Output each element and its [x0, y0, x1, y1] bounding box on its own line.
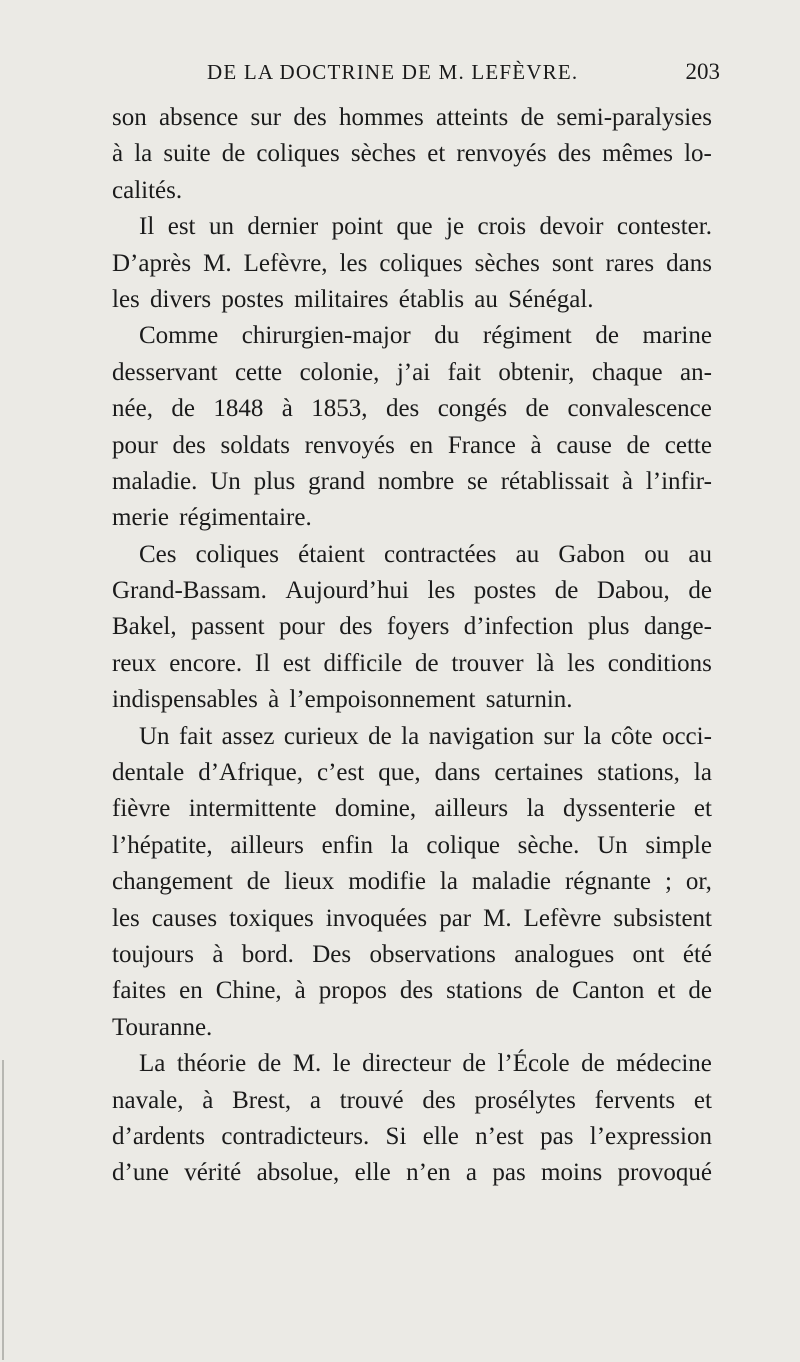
- text-line: toujours à bord. Des observations analogues ont été: [112, 940, 712, 968]
- text-line: changement de lieux modifie la maladie régnante ; or,: [112, 868, 712, 896]
- text-line: les causes toxiques invoquées par M. Lefèvre subsistent: [112, 904, 712, 932]
- text-line: reux encore. Il est difficile de trouver là les conditions: [112, 649, 712, 677]
- text-line: Il est un dernier point que je crois devoir contester.: [139, 213, 712, 241]
- text-line: les divers postes militaires établis au Sénégal.: [112, 285, 594, 313]
- text-line: Touranne.: [112, 1013, 213, 1041]
- text-line: l’hépatite, ailleurs enfin la colique sèche. Un simple: [112, 831, 712, 859]
- text-line: Bakel, passent pour des foyers d’infection plus dange-: [112, 613, 712, 641]
- text-line: son absence sur des hommes atteints de semi-paralysies: [112, 104, 712, 131]
- binding-edge: [2, 1060, 4, 1360]
- text-line: navale, à Brest, a trouvé des prosélytes fervents et: [112, 1086, 712, 1114]
- text-line: D’après M. Lefèvre, les coliques sèches sont rares dans: [112, 249, 712, 277]
- text-line: dentale d’Afrique, c’est que, dans certaines stations, la: [112, 759, 712, 787]
- page-number: 203: [685, 59, 720, 84]
- text-line: calités.: [112, 176, 183, 204]
- text-line: desservant cette colonie, j’ai fait obtenir, chaque an-: [112, 358, 712, 386]
- text-line: d’une vérité absolue, elle n’en a pas moins provoqué: [112, 1159, 712, 1187]
- text-line: Ces coliques étaient contractées au Gabon ou au: [139, 540, 712, 568]
- text-line: merie régimentaire.: [112, 504, 312, 532]
- running-head: [112, 56, 720, 88]
- text-line: fièvre intermittente domine, ailleurs la dyssenterie et: [112, 795, 712, 823]
- text-line: Comme chirurgien-major du régiment de marine: [139, 322, 712, 350]
- text-line: faites en Chine, à propos des stations de Canton et de: [112, 977, 712, 1005]
- text-line: à la suite de coliques sèches et renvoyés des mêmes lo-: [112, 140, 712, 168]
- text-line: maladie. Un plus grand nombre se rétablissait à l’infir-: [112, 467, 712, 495]
- text-line: née, de 1848 à 1853, des congés de convalescence: [112, 395, 712, 423]
- text-line: La théorie de M. le directeur de l’École de médecine: [139, 1050, 712, 1078]
- text-line: d’ardents contradicteurs. Si elle n’est pas l’expression: [112, 1122, 712, 1150]
- text-line: Un fait assez curieux de la navigation sur la côte occi-: [139, 722, 712, 750]
- body-text: [112, 100, 712, 1192]
- text-line: pour des soldats renvoyés en France à cause de cette: [112, 431, 712, 459]
- text-line: indispensables à l’empoisonnement saturnin.: [112, 686, 573, 714]
- running-title: DE LA DOCTRINE DE M. LEFÈVRE.: [207, 60, 579, 84]
- text-line: Grand-Bassam. Aujourd’hui les postes de Dabou, de: [112, 577, 712, 605]
